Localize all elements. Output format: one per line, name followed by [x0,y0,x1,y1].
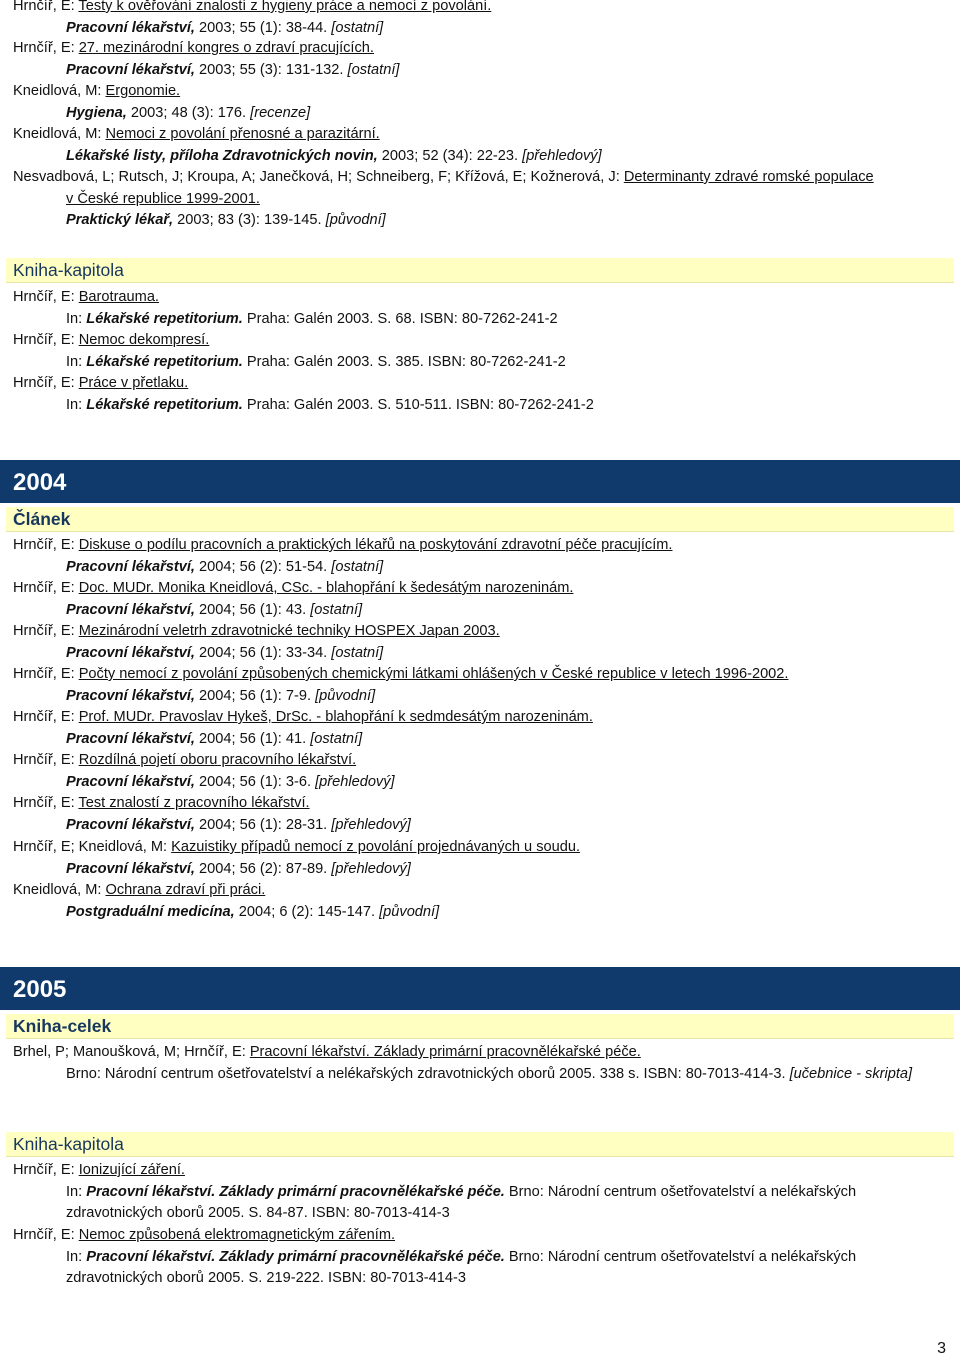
section-heading: Kniha-kapitola [6,1132,954,1157]
year-header: 2005 [0,967,960,1010]
article-title-link[interactable]: Diskuse o podílu pracovních a praktických lékařů na poskytování zdravotní péče pracujícím. [78,537,673,553]
article-title-link[interactable]: 27. mezinárodní kongres o zdraví pracujících. [78,40,374,56]
article-title-link[interactable]: Rozdílná pojetí oboru pracovního lékařství. [78,752,357,768]
article-title-link[interactable]: Doc. MUDr. Monika Kneidlová, CSc. - blahopřání k šedesátým narozeninám. [78,580,574,596]
chapter-title-link[interactable]: Ionizující záření. [78,1162,185,1178]
list-item: Hrnčíř, E: Mezinárodní veletrh zdravotnické techniky HOSPEX Japan 2003. Pracovní lékařství, 2004; 56 (1): 33-34. [ostatní] [13,623,500,661]
chapter-title-link[interactable]: Práce v přetlaku. [78,375,189,391]
page-number: 3 [937,1340,946,1357]
article-title-link[interactable]: Testy k ověřování znalostí z hygieny práce a nemocí z povolání. [78,0,492,14]
article-title-link[interactable]: Počty nemocí z povolání způsobených chemickými látkami ohlášených v České republice v letech 1996-2002. [78,666,789,682]
article-title-link[interactable]: Nemoci z povolání přenosné a parazitární. [105,126,380,142]
list-item: Hrnčíř, E: Doc. MUDr. Monika Kneidlová, CSc. - blahopřání k šedesátým narozeninám. Pracovní lékařství, 2004; 56 (1): 43. [ostatní] [13,580,574,618]
year-header: 2004 [0,460,960,503]
article-title-link[interactable]: Mezinárodní veletrh zdravotnické techniky HOSPEX Japan 2003. [78,623,500,639]
list-item: Hrnčíř, E: Práce v přetlaku. In: Lékařské repetitorium. Praha: Galén 2003. S. 510-511. ISBN: 80-7262-241-2 [13,375,594,413]
list-item: Hrnčíř, E: Barotrauma. In: Lékařské repetitorium. Praha: Galén 2003. S. 68. ISBN: 80-7262-241-2 [13,289,558,327]
list-item: Kneidlová, M: Ergonomie. Hygiena, 2003; 48 (3): 176. [recenze] [13,83,311,121]
list-item: Hrnčíř, E: 27. mezinárodní kongres o zdraví pracujících. Pracovní lékařství, 2003; 55 (3): 131-132. [ostatní] [13,40,400,78]
article-title-link[interactable]: Ochrana zdraví při práci. [105,882,266,898]
article-title-link[interactable]: Kazuistiky případů nemocí z povolání projednávaných u soudu. [171,839,581,855]
book-title-link[interactable]: Pracovní lékařství. Základy primární pracovnělékařské péče. [249,1044,641,1060]
article-title-link[interactable]: Test znalostí z pracovního lékařství. [78,795,310,811]
article-title-link[interactable]: v České republice 1999-2001. [66,190,260,207]
list-item: Hrnčíř, E: Test znalostí z pracovního lékařství. Pracovní lékařství, 2004; 56 (1): 28-31. [přehledový] [13,795,411,833]
chapter-title-link[interactable]: Nemoc dekompresí. [78,332,210,348]
list-item: Kneidlová, M: Nemoci z povolání přenosné a parazitární. Lékařské listy, příloha Zdravotnických novin, 2003; 52 (34): 22-23. [přehledový] [13,126,602,164]
list-item: Hrnčíř, E: Diskuse o podílu pracovních a praktických lékařů na poskytování zdravotní péče pracujícím. Pracovní lékařství, 2004; 56 (2): 51-54. [ostatní] [13,537,673,575]
list-item: Hrnčíř, E: Počty nemocí z povolání způsobených chemickými látkami ohlášených v České republice v letech 1996-2002. Pracovní lékařství, 2004; 56 (1): 7-9. [původní] [13,666,789,704]
list-item: Hrnčíř, E: Prof. MUDr. Pravoslav Hykeš, DrSc. - blahopřání k sedmdesátým narozeninám. Pracovní lékařství, 2004; 56 (1): 41. [ostatní] [13,709,593,747]
list-item: Hrnčíř, E: Nemoc dekompresí. In: Lékařské repetitorium. Praha: Galén 2003. S. 385. ISBN: 80-7262-241-2 [13,332,566,370]
list-item: Hrnčíř, E: Rozdílná pojetí oboru pracovního lékařství. Pracovní lékařství, 2004; 56 (1): 3-6. [přehledový] [13,752,395,790]
list-item: Hrnčíř, E: Ionizující záření. In: Pracovní lékařství. Základy primární pracovnělékařské péče. Brno: Národní centrum ošetřovatelství a nelékařských zdravotnických oborů 2005. S. 84-87. ISBN: 80-7013-414-3 [13,1162,857,1221]
list-item: Brhel, P; Manoušková, M; Hrnčíř, E: Pracovní lékařství. Základy primární pracovnělékařské péče. Brno: Národní centrum ošetřovatelství a nelékařských zdravotnických oborů 2005. 338 s. ISBN: 80-7013-414-3. [učebnice - skripta] [13,1044,913,1082]
list-item: Hrnčíř, E: Testy k ověřování znalostí z hygieny práce a nemocí z povolání. Pracovní lékařství, 2003; 55 (1): 38-44. [ostatní] [13,0,492,36]
section-heading: Článek [6,507,954,532]
list-item: Nesvadbová, L; Rutsch, J; Kroupa, A; Janečková, H; Schneiberg, F; Křížová, E; Kožnerová, J: Determinanty zdravé romské populace v České republice 1999-2001. Praktický lékař, 2003; 83 (3): 139-145. [původní] [13,169,874,228]
list-item: Hrnčíř, E: Nemoc způsobená elektromagnetickým zářením. In: Pracovní lékařství. Základy primární pracovnělékařské péče. Brno: Národní centrum ošetřovatelství a nelékařských zdravotnických oborů 2005. S. 219-222. ISBN: 80-7013-414-3 [13,1227,857,1286]
chapter-title-link[interactable]: Barotrauma. [78,289,159,305]
chapter-title-link[interactable]: Nemoc způsobená elektromagnetickým zářením. [78,1227,396,1243]
article-title-link[interactable]: Ergonomie. [105,83,181,99]
section-heading: Kniha-kapitola [6,258,954,283]
list-item: Hrnčíř, E; Kneidlová, M: Kazuistiky případů nemocí z povolání projednávaných u soudu. Pracovní lékařství, 2004; 56 (2): 87-89. [přehledový] [13,839,581,877]
article-title-link[interactable]: Determinanty zdravé romské populace [623,169,874,185]
section-heading: Kniha-celek [6,1014,954,1039]
article-title-link[interactable]: Prof. MUDr. Pravoslav Hykeš, DrSc. - blahopřání k sedmdesátým narozeninám. [78,709,593,725]
list-item: Kneidlová, M: Ochrana zdraví při práci. Postgraduální medicína, 2004; 6 (2): 145-147. [původní] [13,882,440,920]
